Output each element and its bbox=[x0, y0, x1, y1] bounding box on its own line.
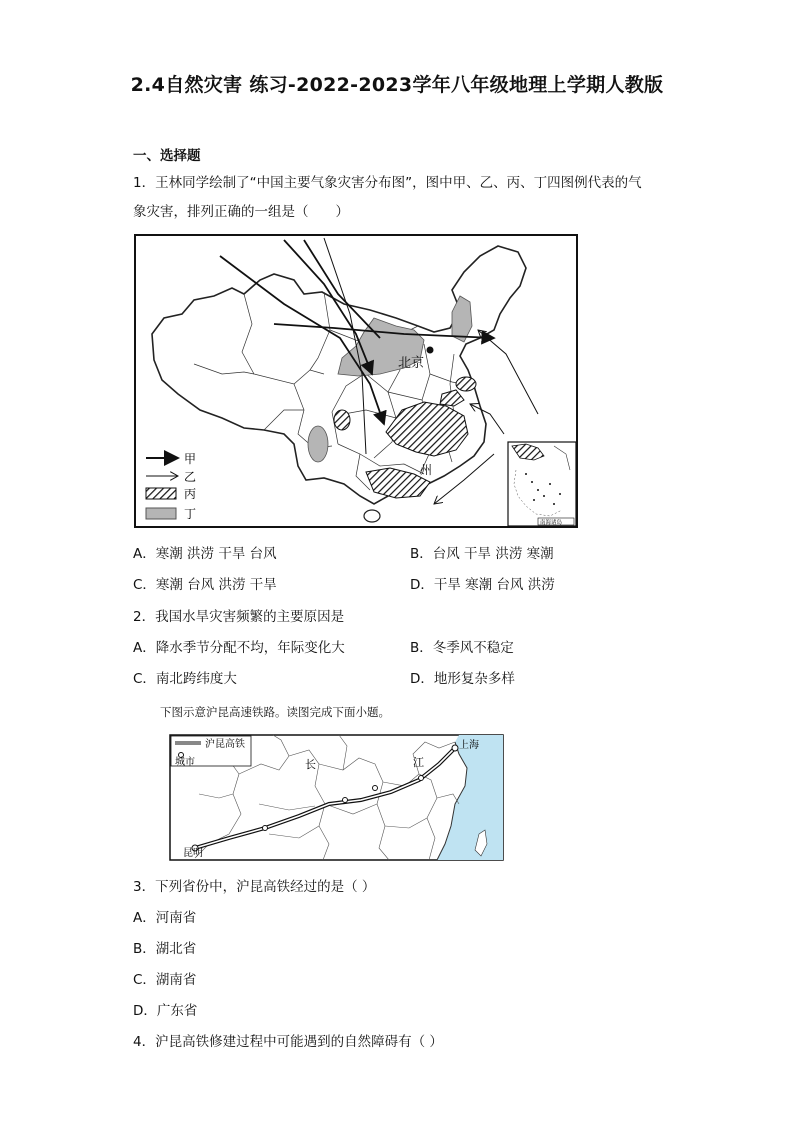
disaster-distribution-map bbox=[134, 234, 578, 528]
legend-symbol-bing bbox=[146, 488, 176, 499]
legend-rail-label: 沪昆高铁 bbox=[205, 739, 245, 750]
q3-option-b[interactable]: B．湖北省 bbox=[133, 941, 197, 957]
section-heading: 一、选择题 bbox=[133, 148, 201, 164]
q3-option-a[interactable]: A．河南省 bbox=[133, 910, 197, 926]
question-1-stem-line2: 象灾害，排列正确的一组是（ ） bbox=[133, 204, 349, 220]
question-1-stem-line1: 1．王林同学绘制了“中国主要气象灾害分布图”，图中甲、乙、丙、丁四图例代表的气 bbox=[133, 175, 642, 191]
city-label-beijing: 北京 bbox=[398, 356, 425, 371]
q3-option-d[interactable]: D．广东省 bbox=[133, 1003, 198, 1019]
legend-label-bing: 丙 bbox=[184, 487, 197, 501]
q2-option-a[interactable]: A．降水季节分配不均，年际变化大 bbox=[133, 640, 345, 656]
q1-option-a[interactable]: A．寒潮 洪涝 干旱 台风 bbox=[133, 546, 277, 562]
q2-option-d[interactable]: D．地形复杂多样 bbox=[410, 671, 515, 687]
legend-symbol-ding bbox=[146, 508, 176, 519]
hainan-island bbox=[364, 510, 380, 522]
q1-option-d[interactable]: D．干旱 寒潮 台风 洪涝 bbox=[410, 577, 555, 593]
legend-city-label: 城市 bbox=[175, 757, 195, 768]
label-jiang: 江 bbox=[413, 756, 424, 769]
label-shanghai: 上海 bbox=[459, 740, 479, 751]
q3-option-c[interactable]: C．湖南省 bbox=[133, 972, 197, 988]
city-label-guangzhou: 州 bbox=[420, 463, 433, 477]
label-chang: 长 bbox=[305, 758, 316, 771]
railway-map bbox=[169, 734, 504, 861]
inset-label: 南海诸岛 bbox=[540, 520, 563, 526]
legend-label-yi: 乙 bbox=[184, 470, 197, 484]
q2-option-b[interactable]: B．冬季风不稳定 bbox=[410, 640, 514, 656]
map-instruction-note: 下图示意沪昆高速铁路。读图完成下面小题。 bbox=[160, 705, 390, 719]
question-2-stem: 2．我国水旱灾害频繁的主要原因是 bbox=[133, 609, 345, 625]
page-title: 2.4自然灾害 练习-2022-2023学年八年级地理上学期人教版 bbox=[130, 74, 664, 96]
railway-map-legend bbox=[171, 736, 251, 768]
q1-option-b[interactable]: B．台风 干旱 洪涝 寒潮 bbox=[410, 546, 554, 562]
south-china-sea-inset bbox=[508, 442, 576, 526]
question-4-stem: 4．沪昆高铁修建过程中可能遇到的自然障碍有（ ） bbox=[133, 1034, 443, 1050]
question-3-stem: 3．下列省份中，沪昆高铁经过的是（ ） bbox=[133, 879, 376, 895]
q2-option-c[interactable]: C．南北跨纬度大 bbox=[133, 671, 237, 687]
legend-label-ding: 丁 bbox=[184, 507, 197, 521]
label-kunming: 昆明 bbox=[183, 848, 203, 859]
q1-option-c[interactable]: C．寒潮 台风 洪涝 干旱 bbox=[133, 577, 277, 593]
beijing-marker bbox=[427, 347, 434, 354]
legend-label-jia: 甲 bbox=[184, 452, 197, 466]
